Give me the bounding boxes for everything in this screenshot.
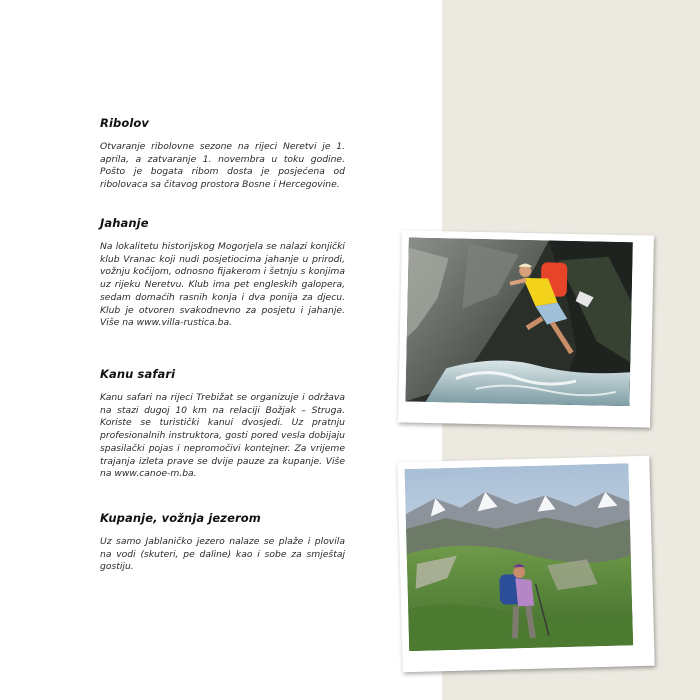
section-ribolov <box>100 116 345 192</box>
hiker-image <box>404 463 633 651</box>
section-text-kanu-safari: Kanu safari na rijeci Trebižat se organizuje i održava na stazi dugoj 10 km na relaciji Božjak – Struga. Koriste se turistički kanui dvosjedi. Uz pratnju profesionalnih instruktora, gosti pored vesla dobijaju spasilački pojas i nepromočivi kontejner. Za vrijeme trajanja izleta prave se dvije pauze za kupanje. Više na www.canoe-m.ba. <box>100 392 345 480</box>
photo-hiker <box>397 456 654 673</box>
section-title-jahanje: Jahanje <box>100 216 149 230</box>
section-text-jahanje: Na lokalitetu historijskog Mogorjela se nalazi konjički klub Vranac koji nudi posjetiocima jahanje u prirodi, vožnju kočijom, odnosno fijakerom i šetnju s konjima uz rijeku Neretvu. Klub ima pet engleskih galopera, sedam domaćih rasnih konja i dva ponija za djecu. Klub je otvoren svakodnevno za posjetu i jahanje. Više na www.villa-rustica.ba. <box>100 241 345 329</box>
section-kanu-safari <box>100 367 345 481</box>
section-title-kanu-safari: Kanu safari <box>100 367 176 381</box>
section-text-ribolov: Otvaranje ribolovne sezone na rijeci Neretvi je 1. aprila, a zatvaranje 1. novembra u toku godine. Pošto je bogata ribom dosta je posjećena od ribolovaca sa čitavog prostora Bosne i Hercegovine. <box>100 141 345 191</box>
section-title-kupanje: Kupanje, vožnja jezerom <box>100 511 261 525</box>
climber-image <box>405 238 632 407</box>
section-jahanje <box>100 216 345 330</box>
section-title-ribolov: Ribolov <box>100 116 149 130</box>
section-kupanje <box>100 511 345 574</box>
photo-climber <box>398 230 654 427</box>
section-text-kupanje: Uz samo Jablaničko jezero nalaze se plaže i plovila na vodi (skuteri, pe daline) kao i sobe za smještaj gostiju. <box>100 536 345 573</box>
